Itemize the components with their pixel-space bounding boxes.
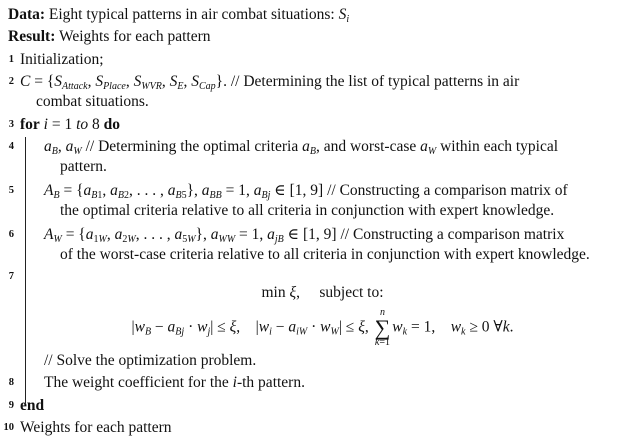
algo-line-4: $a_B$, $a_W$ // Determining the optimal criteria $a_B$, and worst-case $a_W$ within each typical: [44, 138, 559, 157]
line-number: 4: [8, 141, 14, 152]
data-text: Eight typical patterns in air combat situations:: [48, 6, 335, 23]
for-end: 8: [92, 116, 100, 133]
line-number: 1: [8, 54, 14, 65]
for-start: = 1: [51, 116, 73, 133]
algo-line-8: The weight coefficient for the i-th pattern.: [44, 374, 305, 391]
algo-line-4-cont: [60, 157, 107, 177]
output-text: Weights for each pattern: [20, 419, 172, 436]
algo-line-6: [44, 225, 564, 245]
init-text: Initialization;: [20, 51, 104, 68]
algo-line-9: [20, 396, 44, 416]
data-var-sub: i: [346, 14, 350, 25]
comment-cont: of the worst-case criteria relative to all criteria in conjunction with expert knowledge.: [60, 246, 590, 263]
comment: // Constructing a comparison matrix of: [327, 182, 568, 199]
line-number: 8: [8, 377, 14, 388]
algo-line-2: [20, 72, 519, 92]
line-number: 2: [8, 76, 14, 87]
criteria-expression: $a_B$, $a_W$: [44, 138, 82, 157]
algo-line-5: [44, 181, 568, 201]
result-text: Weights for each pattern: [58, 28, 211, 45]
comment: // Constructing a comparison matrix: [340, 226, 565, 243]
line-number: 5: [8, 185, 14, 196]
keyword-to: to: [76, 116, 89, 133]
comment-cont: the optimal criteria relative to all criteria in conjunction with expert knowledge.: [60, 202, 555, 219]
algo-line-10: [20, 418, 172, 438]
best-matrix-expression: $A_B = \{a_{B1}$, $a_{B2}$, . . . , $a_{B5}$}, $a_{BB} = 1$, $a_{Bj}$ ∈ [1, 9]: [44, 182, 324, 201]
subject-to-text: subject to:: [319, 284, 384, 301]
constraints-equation: $|w_B - a_{Bj} \cdot w_j| \le \xi$, $|w_i - a_{iW} \cdot w_W| \le \xi$, n ∑ k=1 $w_k = 1$, $w_k \ge 0$ ∀k.: [131, 307, 514, 348]
data-var: S: [338, 6, 347, 23]
solve-comment: [44, 351, 256, 371]
algo-line-1: [20, 50, 104, 70]
comment-cont: pattern.: [60, 158, 107, 175]
algo-line-5-cont: [60, 201, 554, 221]
weight-text-end: -th pattern.: [236, 374, 305, 391]
comment: // Determining the list of typical patterns in air: [230, 73, 520, 90]
line-number: 9: [8, 400, 14, 411]
line-number: 7: [8, 271, 14, 282]
data-label: Data:: [8, 6, 46, 23]
comment-end: within each typical: [440, 138, 559, 155]
line-number: 6: [8, 229, 14, 240]
result-line: [8, 27, 211, 47]
comment: // Determining the optimal criteria: [85, 138, 299, 155]
pattern-set-expression: $C = \{S_{Attack}$, $S_{Place}$, $S_{WVR}$, $S_E$, $S_{Cap}$}.: [20, 73, 227, 92]
comment-cont: combat situations.: [36, 93, 149, 110]
line-number: 3: [8, 119, 14, 130]
algo-line-2-cont: [36, 92, 149, 112]
worst-matrix-expression: $A_W = \{a_{1W}$, $a_{2W}$, . . . , $a_{5W}$}, $a_{WW} = 1$, $a_{jB}$ ∈ [1, 9]: [44, 226, 337, 245]
algo-line-3: for i = 1 to 8 do: [20, 116, 121, 133]
keyword-end: end: [20, 397, 45, 414]
min-operator: min: [261, 284, 286, 301]
result-label: Result:: [8, 28, 56, 45]
loop-block-bar: [25, 137, 26, 403]
summation-symbol: n ∑ k=1: [374, 307, 391, 348]
objective-equation: min ξ, subject to:: [261, 284, 384, 301]
data-line: [8, 5, 349, 25]
keyword-do: do: [103, 116, 121, 133]
algo-line-6-cont: [60, 245, 590, 265]
line-number: 10: [3, 422, 14, 433]
weight-text: The weight coefficient for the: [44, 374, 229, 391]
comment: // Solve the optimization problem.: [44, 352, 257, 369]
keyword-for: for: [20, 116, 40, 133]
comment-mid: , and worst-case: [315, 138, 417, 155]
